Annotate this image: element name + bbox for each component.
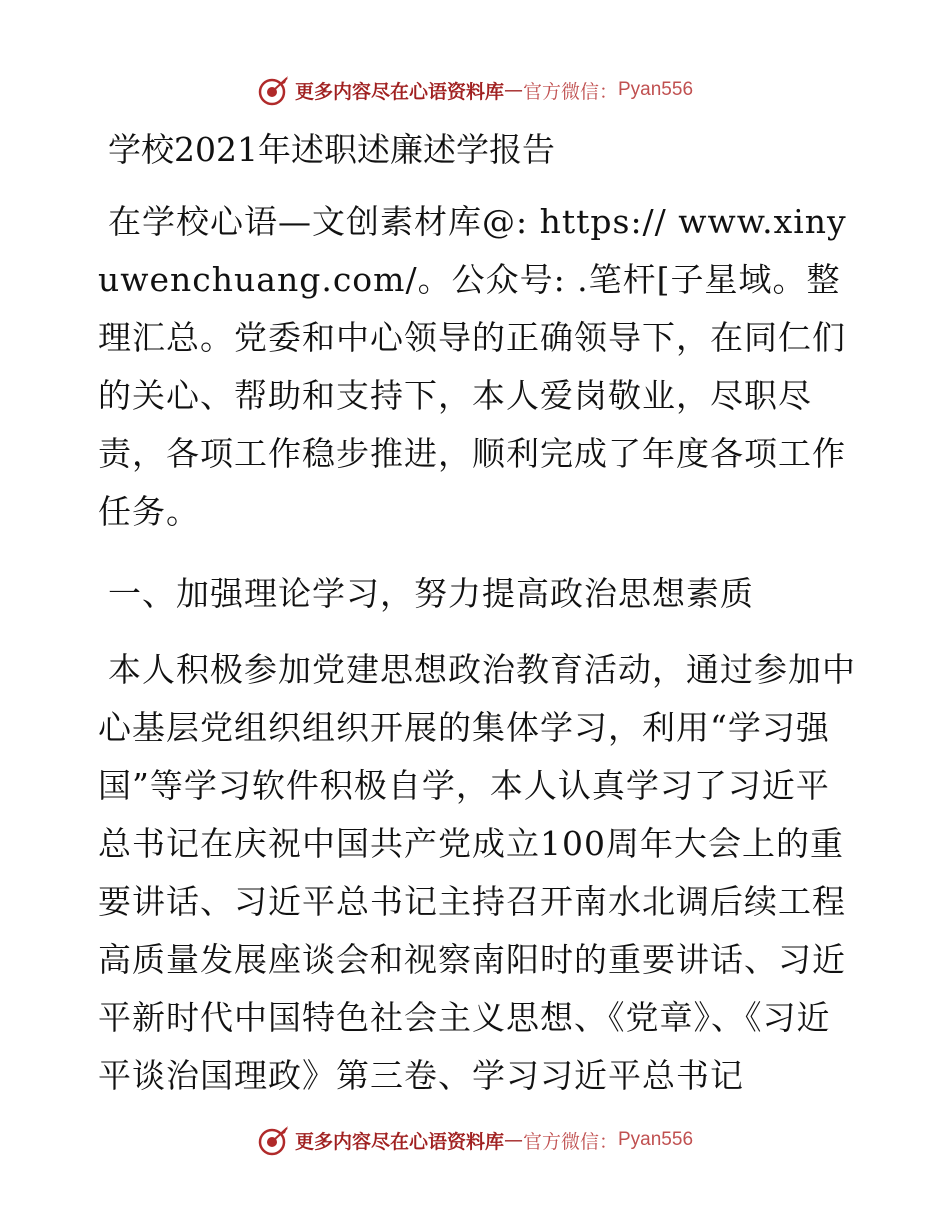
quill-logo-icon <box>257 1123 291 1157</box>
banner-wechat-label: 官方微信： <box>522 1130 618 1153</box>
intro-paragraph: 在学校心语—文创素材库@: https:// www.xinyuwenchuang.com/。公众号: .笔杆[子星域。整理汇总。党委和中心领导的正确领导下，在同仁们的关心、帮助和支持下，本人爱岗敬业，尽职尽责，各项工作稳步推进，顺利完成了年度各项工作任务。 <box>98 202 847 531</box>
section-heading: 一、加强理论学习，努力提高政治思想素质 <box>108 574 754 613</box>
banner-dash: — <box>503 79 523 101</box>
section-paragraph: 本人积极参加党建思想政治教育活动，通过参加中心基层党组织组织开展的集体学习，利用“学习强国”等学习软件积极自学，本人认真学习了习近平总书记在庆祝中国共产党成立100周年大会上的重要讲话、习近平总书记主持召开南水北调后续工程高质量发展座谈会和视察南阳时的重要讲话、习近平新时代中国特色社会主义思想、《党章》、《习近平谈治国理政》第三卷、学习习近平总书记 <box>98 650 856 1095</box>
banner-dash: — <box>503 1129 523 1151</box>
document-title: 学校2021年述职述廉述学报告 <box>108 130 555 169</box>
banner-text: 更多内容尽在心语资料库 <box>294 1130 504 1153</box>
banner-wechat-label: 官方微信： <box>522 80 618 103</box>
banner-wechat-id: Pyan556 <box>618 1129 694 1150</box>
document-body <box>98 122 858 1105</box>
banner-text: 更多内容尽在心语资料库 <box>294 80 504 103</box>
watermark-banner-top <box>0 70 950 110</box>
banner-wechat-id: Pyan556 <box>618 79 694 100</box>
watermark-banner-bottom <box>0 1120 950 1160</box>
quill-logo-icon <box>257 73 291 107</box>
